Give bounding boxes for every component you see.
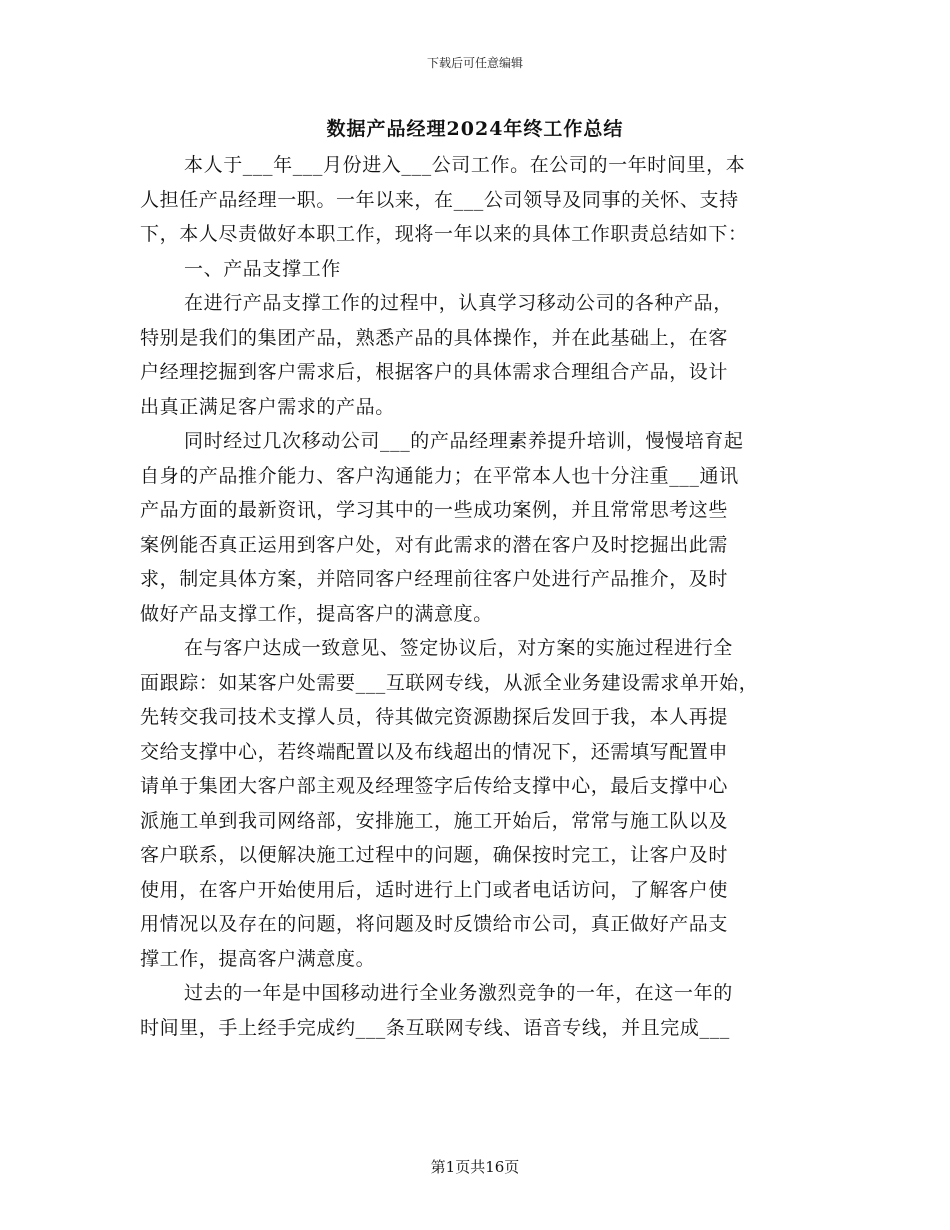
body-line: 在进行产品支撑工作的过程中，认真学习移动公司的各种产品， — [184, 292, 733, 314]
page-header-note: 下载后可任意编辑 — [426, 56, 523, 70]
body-line: 客户联系，以便解决施工过程中的问题，确保按时完工，让客户及时 — [140, 844, 729, 866]
body-line: 同时经过几次移动公司___的产品经理素养提升培训，慢慢培育起 — [184, 430, 744, 452]
body-line: 面跟踪：如某客户处需要___互联网专线，从派全业务建设需求单开始， — [140, 671, 759, 694]
body-line: 案例能否真正运用到客户处，对有此需求的潜在客户及时挖掘出此需 — [140, 533, 729, 556]
body-line: 出真正满足客户需求的产品。 — [140, 395, 395, 418]
body-line: 时间里，手上经手完成约___条互联网专线、语音专线，并且完成___ — [140, 1016, 730, 1039]
body-line: 本人于___年___月份进入___公司工作。在公司的一年时间里，本 — [184, 154, 746, 176]
body-line: 撑工作，提高客户满意度。 — [140, 947, 376, 970]
body-line: 交给支撑中心，若终端配置以及布线超出的情况下，还需填写配置申 — [140, 740, 729, 763]
document-title: 数据产品经理2024年终工作总结 — [326, 118, 624, 140]
body-line: 户经理挖掘到客户需求后，根据客户的具体需求合理组合产品，设计 — [140, 361, 729, 383]
body-line: 求，制定具体方案，并陪同客户经理前往客户处进行产品推介，及时 — [140, 568, 729, 590]
body-line: 用情况以及存在的问题，将问题及时反馈给市公司，真正做好产品支 — [140, 913, 729, 935]
body-line: 一、产品支撑工作 — [184, 257, 341, 280]
body-line: 人担任产品经理一职。一年以来，在___公司领导及同事的关怀、支持 — [140, 188, 739, 211]
body-line: 做好产品支撑工作，提高客户的满意度。 — [140, 602, 493, 625]
page-footer: 第1页共16页 — [430, 1158, 520, 1176]
body-line: 在与客户达成一致意见、签定协议后，对方案的实施过程进行全 — [184, 637, 733, 659]
body-line: 使用，在客户开始使用后，适时进行上门或者电话访问，了解客户使 — [140, 878, 729, 901]
body-line: 先转交我司技术支撑人员，待其做完资源勘探后发回于我，本人再提 — [140, 706, 729, 728]
body-line: 下，本人尽责做好本职工作，现将一年以来的具体工作职责总结如下： — [140, 223, 748, 245]
body-line: 产品方面的最新资讯，学习其中的一些成功案例，并且常常思考这些 — [140, 499, 729, 521]
document-body — [140, 148, 815, 1045]
body-line: 特别是我们的集团产品，熟悉产品的具体操作，并在此基础上，在客 — [140, 326, 729, 349]
body-line: 过去的一年是中国移动进行全业务激烈竞争的一年，在这一年的 — [184, 982, 733, 1004]
body-line: 自身的产品推介能力、客户沟通能力；在平常本人也十分注重___通讯 — [140, 464, 739, 487]
body-line: 请单于集团大客户部主观及经理签字后传给支撑中心，最后支撑中心 — [140, 775, 729, 797]
body-line: 派施工单到我司网络部，安排施工，施工开始后，常常与施工队以及 — [140, 809, 729, 832]
